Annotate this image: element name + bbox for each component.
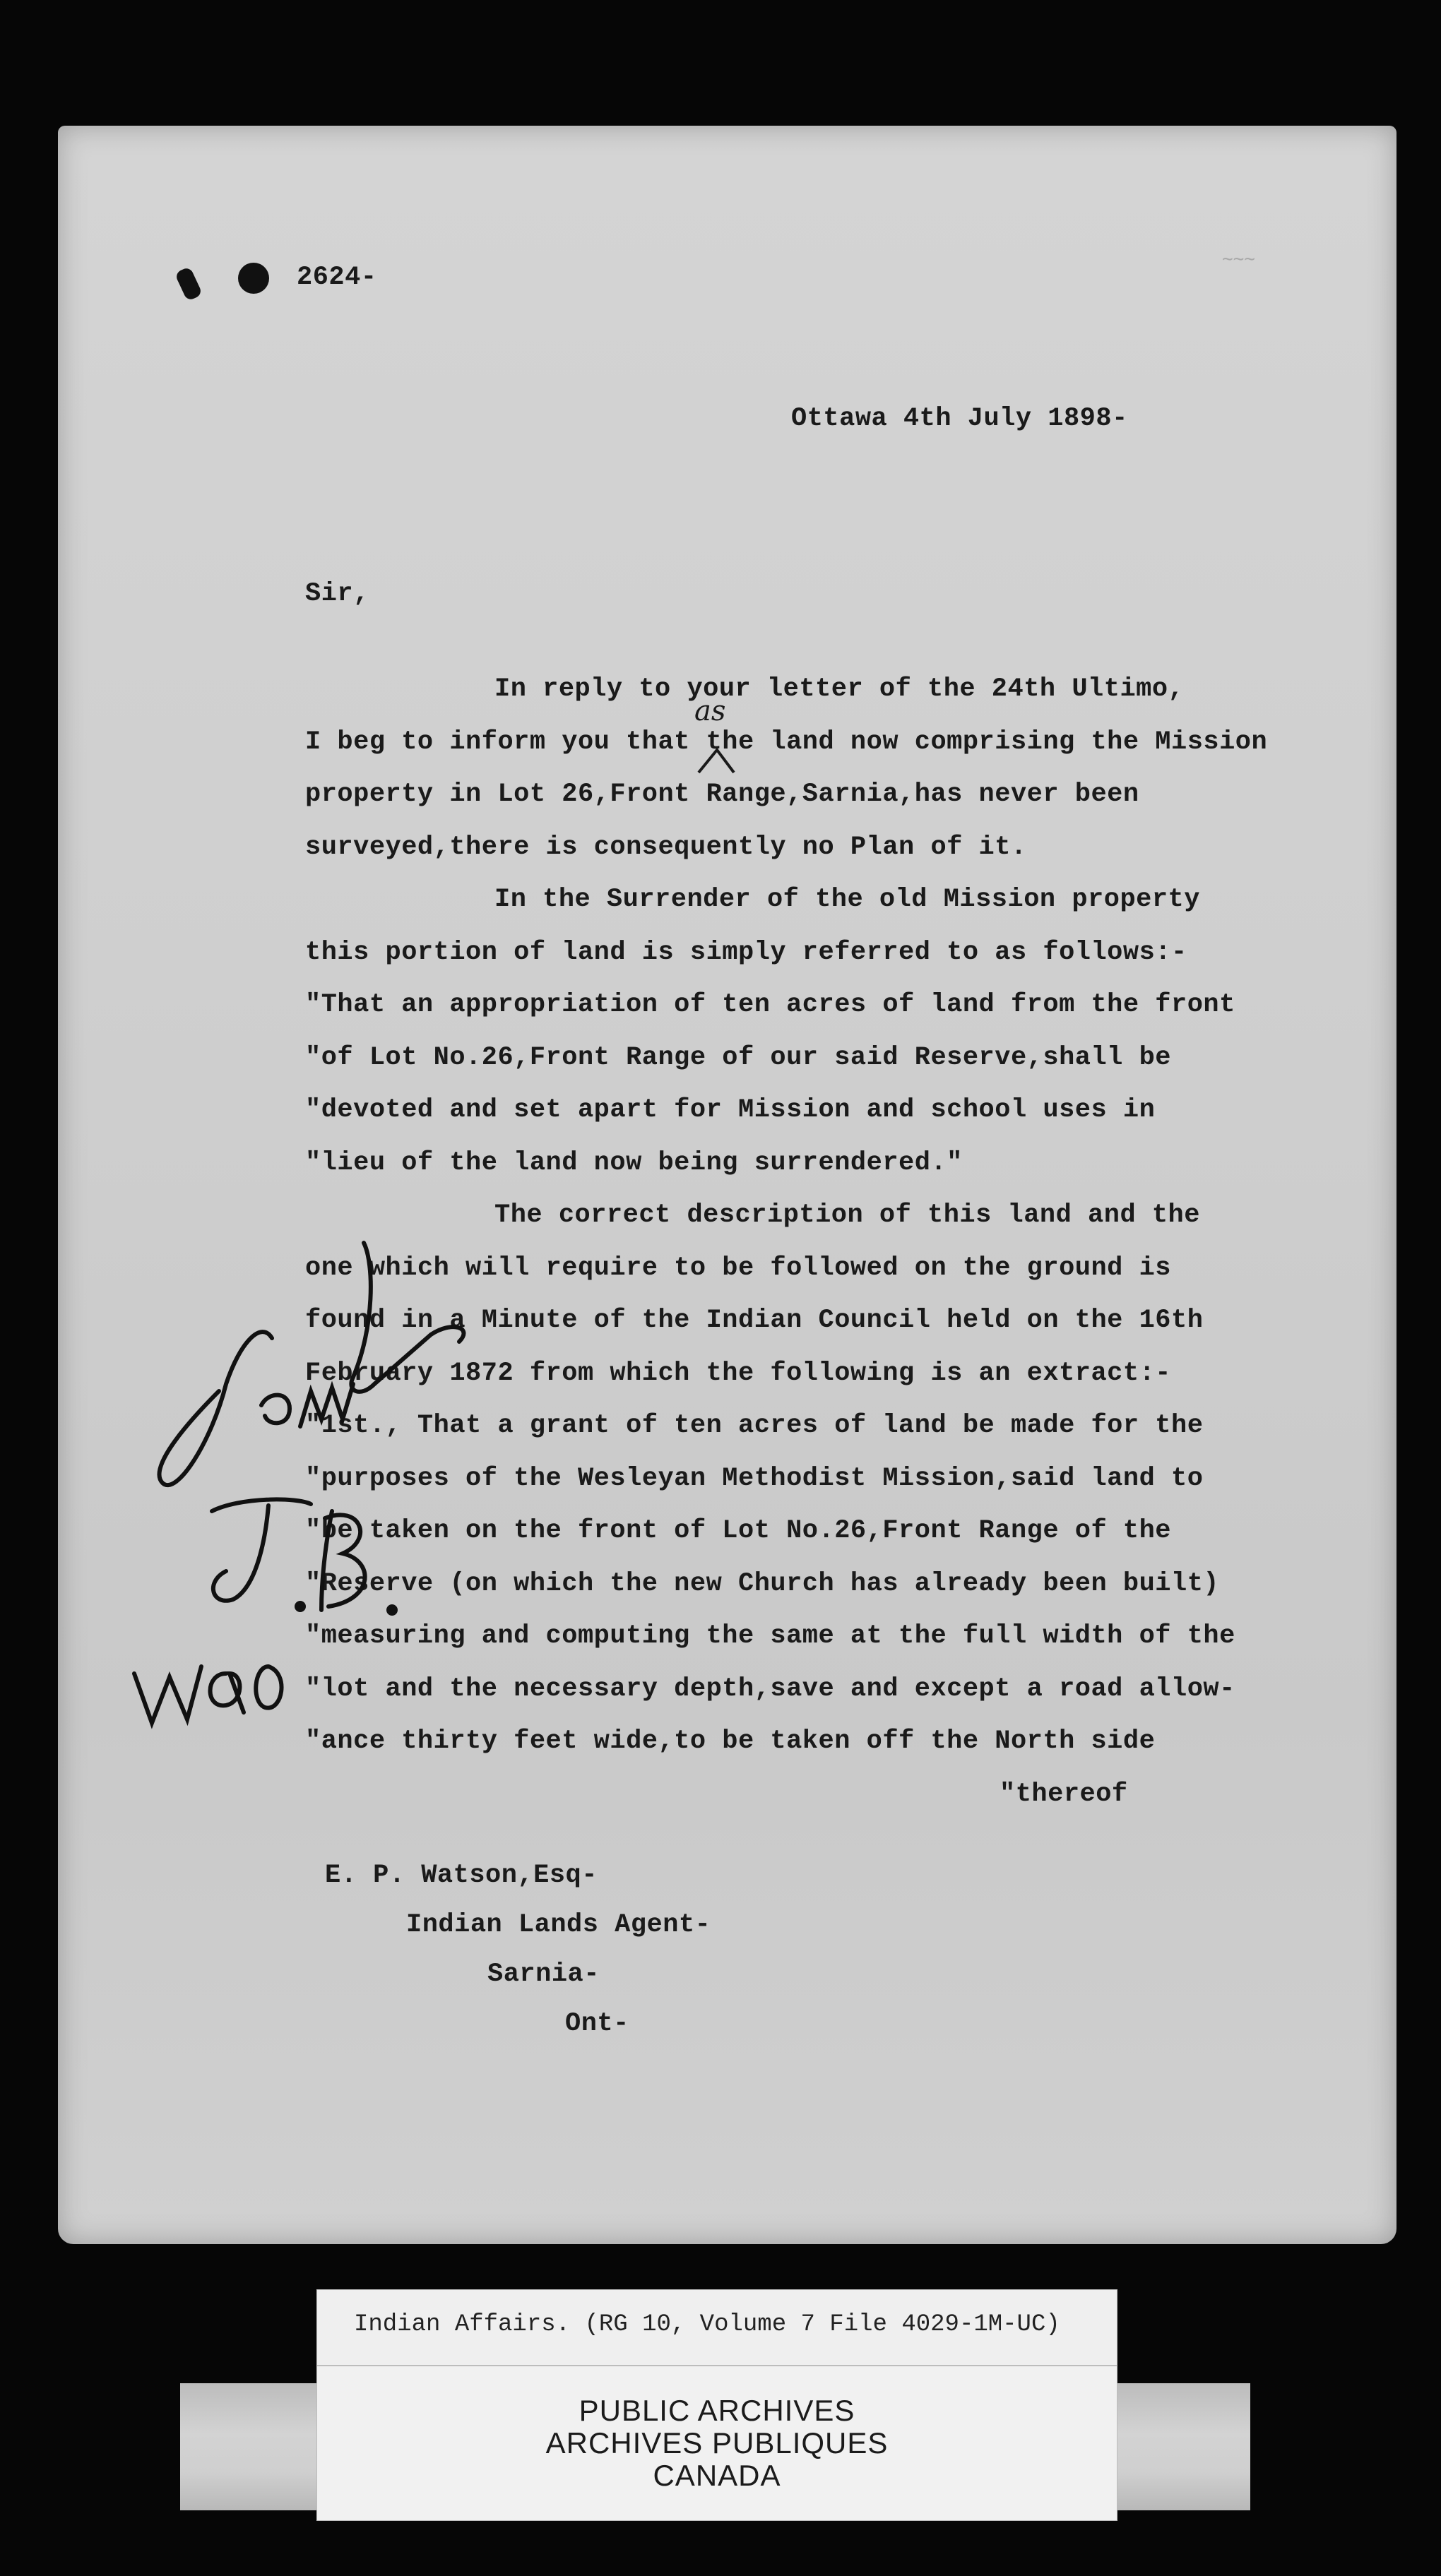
handwritten-insertion [689, 691, 752, 775]
letter-body-line: "of Lot No.26,Front Range of our said Reserve,shall be [305, 1042, 1171, 1073]
initial-j-stroke [159, 1332, 272, 1485]
archive-stamp-line: ARCHIVES PUBLIQUES [545, 2426, 889, 2459]
letter-body-line: "lot and the necessary depth,save and except a road allow- [305, 1674, 1235, 1704]
initial-t-stroke [212, 1499, 311, 1600]
addressee-line: E. P. Watson,Esq- [325, 1861, 598, 1890]
addressee-line: Ont- [565, 2009, 629, 2039]
letter-body-line: "Reserve (on which the new Church has already been built) [305, 1568, 1220, 1599]
initial-w-stroke [134, 1666, 201, 1723]
letter-body-line: surveyed,there is consequently no Plan of it. [305, 832, 1027, 862]
letter-body-line: property in Lot 26,Front Range,Sarnia,has never been [305, 780, 1139, 809]
handwritten-initials [120, 1215, 487, 1737]
letter-body-line: found in a Minute of the Indian Council held on the 16th [305, 1306, 1204, 1335]
initials-dot [389, 1606, 396, 1614]
letter-body-line: "be taken on the front of Lot No.26,Front Range of the [305, 1516, 1171, 1546]
letter-body-line: I beg to inform you that the land now comprising the Mission [305, 727, 1268, 757]
letter-dateline: Ottawa 4th July 1898- [791, 404, 1128, 434]
archive-stamp-text [317, 2395, 1117, 2492]
letter-page [58, 126, 1396, 2244]
letter-body-line: "measuring and computing the same at the full width of the [305, 1621, 1235, 1651]
letter-body-line: "1st., That a grant of ten acres of land be made for the [305, 1411, 1204, 1441]
letter-body-line: "ance thirty feet wide,to be taken off the North side [305, 1727, 1156, 1756]
letter-body-line: one which will require to be followed on the ground is [305, 1253, 1171, 1283]
letter-body-line: "devoted and set apart for Mission and school uses in [305, 1095, 1156, 1125]
insertion-word: as [694, 695, 726, 727]
initial-d-stroke [261, 1395, 290, 1424]
caret-mark [699, 750, 734, 773]
initial-b-stroke [321, 1511, 365, 1610]
initial-l-stroke [351, 1243, 463, 1392]
letter-body-line: "That an appropriation of ten acres of land from the front [305, 990, 1235, 1020]
addressee-line: Indian Lands Agent- [406, 1910, 711, 1940]
archive-stamp [316, 2366, 1117, 2521]
letter-body-line: "thereof [1000, 1779, 1128, 1809]
initial-m-stroke [300, 1384, 353, 1426]
archive-reference-label [316, 2289, 1117, 2366]
initial-o-stroke [256, 1666, 281, 1708]
letter-body-line: In the Surrender of the old Mission property [494, 885, 1200, 914]
archive-stamp-line: CANADA [653, 2459, 781, 2492]
addressee-line: Sarnia- [487, 1960, 600, 1989]
file-number: 2624- [297, 263, 377, 292]
letter-body-line: In reply to your letter of the 24th Ultimo, [494, 674, 1185, 704]
archive-reference-text: Indian Affairs. (RG 10, Volume 7 File 4029-1M-UC) [354, 2311, 1060, 2338]
initials-dot [297, 1603, 304, 1610]
archive-stamp-line: PUBLIC ARCHIVES [579, 2394, 855, 2427]
letter-body-line: "purposes of the Wesleyan Methodist Mission,said land to [305, 1463, 1204, 1493]
punch-holes [180, 263, 279, 305]
faint-stamp-mark: ∼∼∼ [1222, 249, 1255, 270]
letter-body-line: February 1872 from which the following is an extract:- [305, 1358, 1171, 1388]
punch-hole-round [238, 263, 269, 294]
initial-a-stroke [210, 1674, 244, 1712]
letter-salutation: Sir, [305, 579, 369, 609]
letter-body-line: "lieu of the land now being surrendered." [305, 1147, 963, 1178]
letter-body-line: this portion of land is simply referred to as follows:- [305, 937, 1187, 967]
letter-body-line: The correct description of this land and the [494, 1200, 1200, 1230]
